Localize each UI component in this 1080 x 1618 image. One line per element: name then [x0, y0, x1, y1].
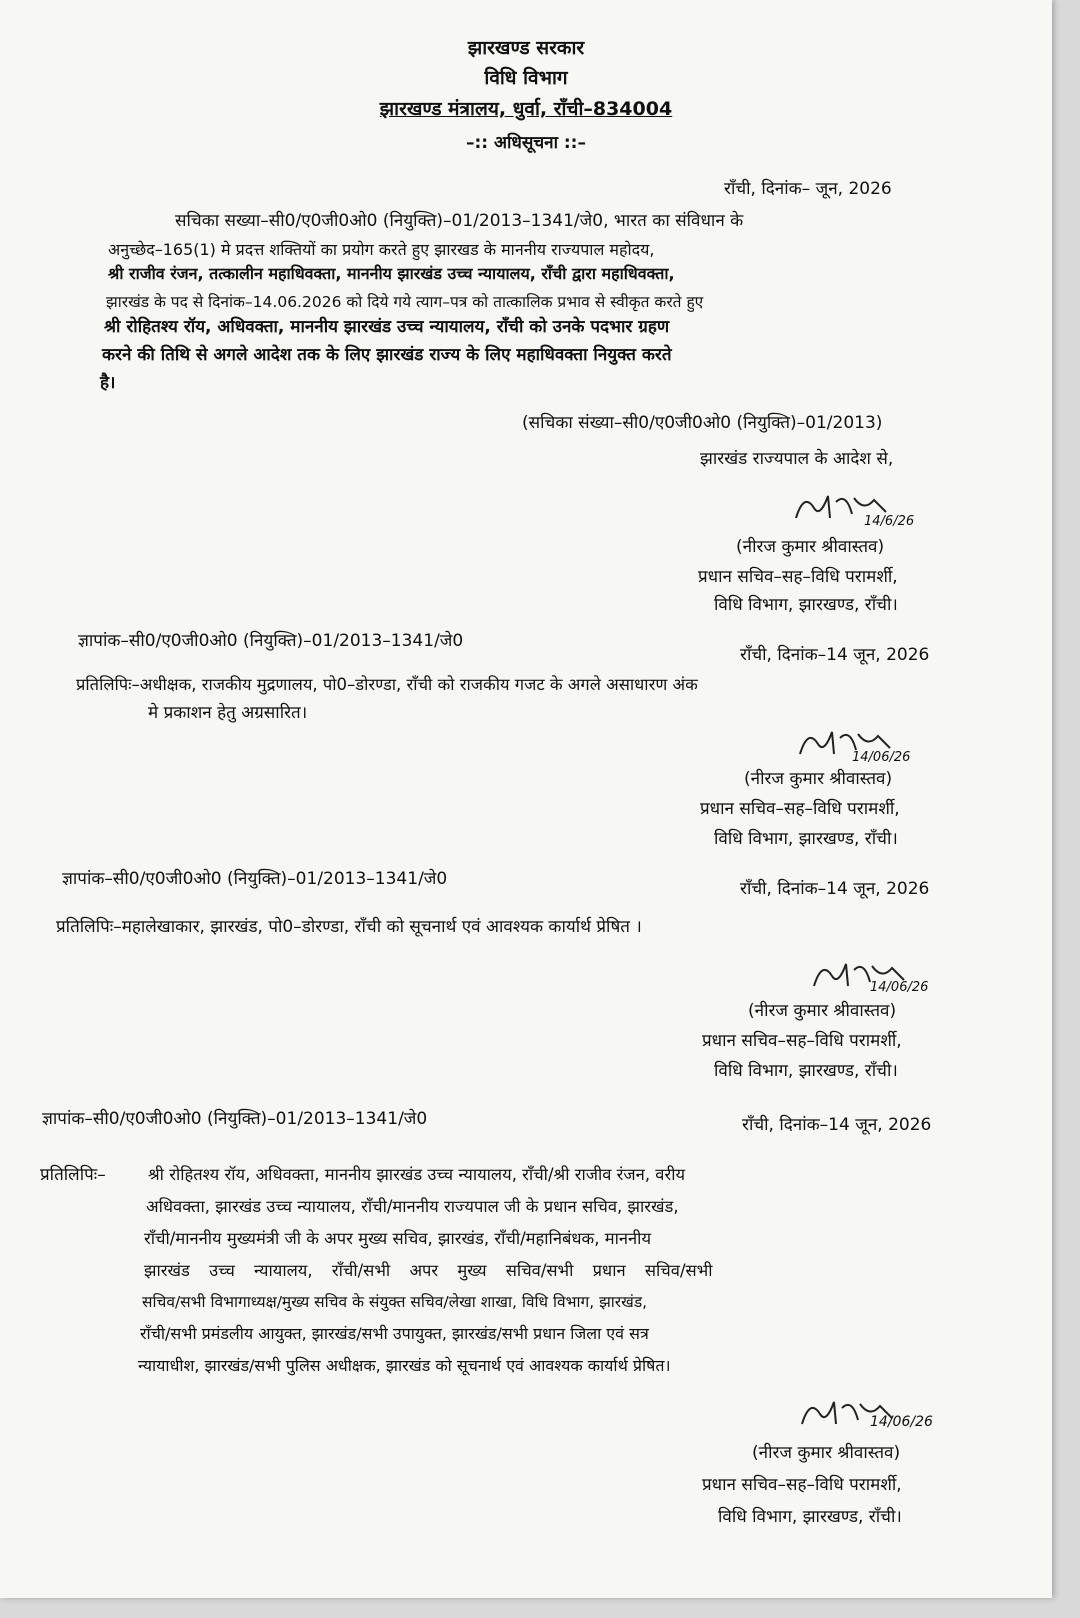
notification-heading: –:: अधिसूचना ::– [465, 133, 586, 153]
notice-line: झारखंड के पद से दिनांक–14.06.2026 को दिये गये त्याग–पत्र को तात्कालिक प्रभाव से स्वीकृत करते हुए [106, 293, 704, 311]
memo-date: रॉंची, दिनांक–14 जून, 2026 [740, 879, 930, 899]
notice-line: अनुच्छेद–165(1) मे प्रदत्त शक्तियों का प्रयोग करते हुए झारखड के माननीय राज्यपाल महोदय, [108, 240, 655, 259]
signatory-designation: प्रधान सचिव–सह–विधि परामर्शी, [702, 1475, 902, 1495]
memo-copy-line: श्री रोहितश्य रॉय, अधिवक्ता, माननीय झारखंड उच्च न्यायालय, रॉंची/श्री राजीव रंजन, वरीय [148, 1165, 686, 1184]
memo-copy-label: प्रतिलिपिः– [40, 1165, 106, 1185]
notice-line: श्री राजीव रंजन, तत्कालीन महाधिवक्ता, माननीय झारखंड उच्च न्यायालय, राँची द्वारा महाधिवक्ता, [108, 264, 675, 283]
memo-copy-line: प्रतिलिपिः–महालेखाकार, झारखंड, पो0–डोरण्डा, रॉंची को सूचनार्थ एवं आवश्यक कार्यार्थ प्रेषित । [56, 917, 642, 937]
notice-line: करने की तिथि से अगले आदेश तक के लिए झारखंड राज्य के लिए महाधिवक्ता नियुक्त करते [102, 345, 672, 365]
signatory-name: (नीरज कुमार श्रीवास्तव) [736, 537, 885, 557]
signature-date: 14/06/26 [852, 750, 911, 765]
signatory-office: विधि विभाग, झारखण्ड, रॉंची। [718, 1507, 902, 1527]
signatory-designation: प्रधान सचिव–सह–विधि परामर्शी, [698, 567, 898, 587]
signatory-designation: प्रधान सचिव–सह–विधि परामर्शी, [702, 1031, 902, 1051]
signatory-name: (नीरज कुमार श्रीवास्तव) [748, 1001, 897, 1021]
memo-reference: ज्ञापांक–सी0/ए0जी0ओ0 (नियुक्ति)–01/2013–1341/जे0 [42, 1109, 428, 1129]
signature-date: 14/06/26 [870, 980, 929, 995]
department-address: झारखण्ड मंत्रालय, धुर्वा, रॉंची–834004 [379, 98, 673, 120]
notice-place-date: रॉंची, दिनांक– जून, 2026 [724, 179, 892, 199]
memo-reference: ज्ञापांक–सी0/ए0जी0ओ0 (नियुक्ति)–01/2013–1341/जे0 [62, 869, 448, 889]
department-name: विधि विभाग [484, 67, 568, 89]
signatory-designation: प्रधान सचिव–सह–विधि परामर्शी, [700, 799, 900, 819]
signatory-office: विधि विभाग, झारखण्ड, रॉंची। [714, 829, 898, 849]
signature-date: 14/6/26 [864, 514, 915, 529]
signatory-office: विधि विभाग, झारखण्ड, रॉंची। [714, 595, 898, 615]
signatory-office: विधि विभाग, झारखण्ड, रॉंची। [714, 1061, 898, 1081]
memo-date: रॉंची, दिनांक–14 जून, 2026 [740, 645, 930, 665]
memo-copy-line: रॉंची/माननीय मुख्यमंत्री जी के अपर मुख्य सचिव, झारखंड, रॉंची/महानिबंधक, माननीय [144, 1229, 652, 1248]
memo-copy-line: रॉंची/सभी प्रमंडलीय आयुक्त, झारखंड/सभी उपायुक्त, झारखंड/सभी प्रधान जिला एवं सत्र [140, 1324, 649, 1343]
signatory-name: (नीरज कुमार श्रीवास्तव) [744, 769, 893, 789]
governor-order: झारखंड राज्यपाल के आदेश से, [700, 449, 894, 469]
memo-copy-line: प्रतिलिपिः–अधीक्षक, राजकीय मुद्रणालय, पो0–डोरण्डा, राँची को राजकीय गजट के अगले असाधारण अंक [76, 675, 698, 694]
file-reference: (सचिका संख्या–सी0/ए0जी0ओ0 (नियुक्ति)–01/2013) [522, 413, 883, 433]
memo-copy-line: सचिव/सभी विभागाध्यक्ष/मुख्य सचिव के संयुक्त सचिव/लेखा शाखा, विधि विभाग, झारखंड, [142, 1293, 648, 1311]
memo-copy-line: अधिवक्ता, झारखंड उच्च न्यायालय, रॉंची/माननीय राज्यपाल जी के प्रधान सचिव, झारखंड, [146, 1197, 679, 1216]
memo-reference: ज्ञापांक–सी0/ए0जी0ओ0 (नियुक्ति)–01/2013–1341/जे0 [78, 631, 464, 651]
memo-date: रॉंची, दिनांक–14 जून, 2026 [742, 1115, 932, 1135]
memo-copy-line: झारखंड उच्च न्यायालय, रॉंची/सभी अपर मुख्य सचिव/सभी प्रधान सचिव/सभी [144, 1261, 713, 1280]
signature-date: 14/06/26 [870, 1414, 933, 1430]
notice-line: है। [100, 373, 116, 393]
notice-line: सचिका सख्या–सी0/ए0जी0ओ0 (नियुक्ति)–01/2013–1341/जे0, भारत का संविधान के [175, 211, 744, 231]
signatory-name: (नीरज कुमार श्रीवास्तव) [752, 1443, 901, 1463]
govt-name: झारखण्ड सरकार [467, 37, 585, 59]
memo-copy-line: मे प्रकाशन हेतु अग्रसारित। [148, 703, 308, 723]
memo-copy-line: न्यायाधीश, झारखंड/सभी पुलिस अधीक्षक, झारखंड को सूचनार्थ एवं आवश्यक कार्यार्थ प्रेषित। [138, 1356, 671, 1375]
notice-line: श्री रोहितश्य रॉय, अधिवक्ता, माननीय झारखंड उच्च न्यायालय, रॉंची को उनके पदभार ग्रहण [104, 317, 670, 337]
